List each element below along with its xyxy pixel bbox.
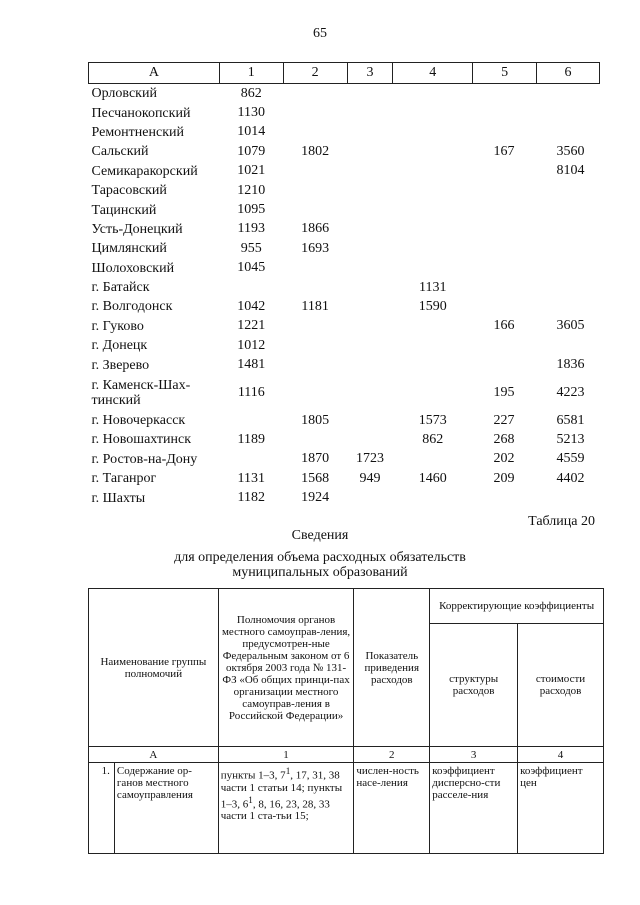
value-cell [283, 181, 347, 200]
value-cell [393, 220, 473, 239]
index-cell: 1 [218, 747, 354, 763]
value-cell: 1021 [237, 163, 266, 179]
value-cell: 195 [493, 384, 515, 400]
header-group-name: Наименование группы полномочий [89, 589, 219, 747]
value-cell [537, 103, 600, 122]
value-cell: 1802 [301, 143, 330, 159]
municipality-name: Семикаракорский [91, 163, 198, 179]
municipality-name: г. Новошахтинск [91, 432, 192, 448]
index-cell: 2 [354, 747, 430, 763]
value-cell [347, 317, 393, 336]
value-cell: 5213 [556, 431, 585, 447]
index-cell: 4 [518, 747, 604, 763]
value-cell [347, 430, 393, 449]
value-cell: 1568 [301, 470, 330, 486]
municipality-name: г. Зверево [91, 357, 150, 373]
header-coefficients: Корректирующие коэффициенты [430, 589, 604, 624]
row-number: 1. [89, 763, 115, 854]
table-row [89, 142, 600, 161]
municipality-name: г. Батайск [91, 280, 150, 296]
municipality-name: г. Гуково [91, 318, 144, 334]
table-row [89, 430, 600, 449]
value-cell [393, 239, 473, 258]
row-group-name: Содержание ор-ганов местного самоуправления [114, 763, 218, 854]
municipality-name: г. Донецк [91, 338, 148, 354]
value-cell: 4223 [556, 384, 585, 400]
value-cell: 1182 [237, 490, 266, 506]
value-cell [347, 278, 393, 297]
table-row [89, 103, 600, 122]
value-cell [537, 336, 600, 355]
header-cell: 3 [347, 63, 393, 84]
municipality-name: Тарасовский [91, 183, 167, 199]
table-row [89, 375, 600, 411]
value-cell [219, 278, 283, 297]
value-cell: 1924 [301, 490, 330, 506]
municipality-name: Шолоховский [91, 260, 175, 276]
value-cell [283, 84, 347, 104]
value-cell [393, 123, 473, 142]
value-cell [473, 336, 537, 355]
value-cell [283, 355, 347, 374]
value-cell: 1095 [237, 202, 266, 218]
value-cell [393, 84, 473, 104]
value-cell: 1012 [237, 337, 266, 353]
value-cell [347, 488, 393, 507]
value-cell: 1723 [355, 451, 384, 467]
value-cell: 268 [493, 431, 515, 447]
superscript: 1 [248, 794, 253, 805]
value-cell: 1221 [237, 318, 266, 334]
value-cell [347, 297, 393, 316]
value-cell: 166 [493, 318, 515, 334]
value-cell [347, 239, 393, 258]
table-number: Таблица 20 [528, 514, 595, 529]
value-cell [473, 162, 537, 181]
value-cell [393, 103, 473, 122]
table-row [89, 200, 600, 219]
value-cell [537, 123, 600, 142]
value-cell: 1045 [237, 260, 266, 276]
table-row [89, 355, 600, 374]
value-cell [393, 317, 473, 336]
value-cell: 1116 [237, 384, 265, 400]
value-cell: 1866 [301, 221, 330, 237]
value-cell: 167 [493, 143, 515, 159]
value-cell [347, 411, 393, 430]
value-cell [537, 220, 600, 239]
value-cell: 1460 [418, 470, 447, 486]
value-cell: 1573 [418, 412, 447, 428]
value-cell [473, 220, 537, 239]
value-cell: 1805 [301, 412, 330, 428]
table-row [89, 259, 600, 278]
header-cell: 1 [219, 63, 283, 84]
header-cell: 4 [393, 63, 473, 84]
powers-text: , 8, 16, 23, 28, 33 части 1 ста-тьи 15; [220, 798, 330, 823]
municipality-name: г. Таганрог [91, 471, 157, 487]
table-row [89, 239, 600, 258]
value-cell: 1131 [419, 279, 447, 295]
header-powers: Полномочия органов местного самоуправ-ления, предусмотрен-ные Федеральным законом от 6 октября 2003 года № 131-ФЗ «Об общих принци-пах организации местного самоуправ-ления в Российской Федерации» [218, 589, 354, 747]
value-cell: 1181 [301, 298, 329, 314]
table-row [89, 336, 600, 355]
header-cell: 2 [283, 63, 347, 84]
value-cell: 3605 [556, 318, 585, 334]
value-cell [283, 336, 347, 355]
value-cell: 4559 [556, 451, 585, 467]
value-cell: 1836 [556, 357, 585, 373]
table-row [89, 278, 600, 297]
header-cost: стоимости расходов [518, 624, 604, 747]
table-row [89, 411, 600, 430]
powers-text: , 17, 31, 38 части 1 статьи 14; пункты 1–3, 6 [220, 769, 343, 811]
value-cell [283, 317, 347, 336]
municipality-name: Орловский [91, 86, 157, 102]
row-cost: коэффициент цен [518, 763, 604, 854]
value-cell: 1079 [237, 143, 266, 159]
value-cell [473, 103, 537, 122]
value-cell: 1481 [237, 357, 266, 373]
value-cell [347, 375, 393, 411]
page-number: 65 [313, 26, 327, 41]
value-cell [537, 200, 600, 219]
value-cell [283, 375, 347, 411]
value-cell [347, 220, 393, 239]
municipality-name: Цимлянский [91, 241, 167, 257]
municipality-name: г. Волгодонск [91, 299, 173, 315]
value-cell: 1590 [418, 298, 447, 314]
municipality-name: г. Шахты [91, 490, 146, 506]
value-cell [347, 336, 393, 355]
value-cell: 209 [493, 470, 515, 486]
value-cell: 949 [359, 470, 381, 486]
table-row [89, 297, 600, 316]
table-row [89, 123, 600, 142]
table-row [89, 488, 600, 507]
value-cell [393, 200, 473, 219]
value-cell: 1042 [237, 298, 266, 314]
value-cell [347, 123, 393, 142]
value-cell [537, 297, 600, 316]
value-cell: 1130 [237, 105, 266, 121]
value-cell [283, 278, 347, 297]
value-cell [473, 259, 537, 278]
value-cell [347, 259, 393, 278]
value-cell [473, 84, 537, 104]
table-row [89, 469, 600, 488]
value-cell [393, 162, 473, 181]
superscript: 1 [285, 766, 291, 776]
value-cell [347, 200, 393, 219]
value-cell [393, 375, 473, 411]
value-cell: 6581 [556, 412, 585, 428]
table-row [89, 763, 604, 854]
value-cell: 4402 [556, 470, 585, 486]
value-cell: 862 [422, 431, 444, 447]
value-cell [537, 488, 600, 507]
municipality-name: Сальский [91, 144, 149, 160]
value-cell [537, 239, 600, 258]
value-cell [393, 450, 473, 469]
value-cell: 862 [240, 85, 262, 101]
value-cell [473, 200, 537, 219]
value-cell: 1693 [301, 240, 330, 256]
value-cell [283, 200, 347, 219]
header-structure: структуры расходов [430, 624, 518, 747]
table-header-row [89, 589, 604, 624]
value-cell [347, 84, 393, 104]
table-title: Сведения [291, 528, 349, 543]
value-cell: 202 [493, 451, 515, 467]
table-row [89, 162, 600, 181]
table-subtitle [0, 550, 640, 580]
value-cell [473, 123, 537, 142]
value-cell [283, 259, 347, 278]
value-cell: 1131 [237, 470, 266, 486]
value-cell: 1870 [301, 451, 330, 467]
index-cell: 3 [430, 747, 518, 763]
row-powers [218, 763, 354, 854]
value-cell [347, 162, 393, 181]
value-cell [473, 239, 537, 258]
municipality-name: г. Ростов-на-Дону [91, 451, 198, 467]
index-row [89, 747, 604, 763]
value-cell: 1014 [237, 124, 266, 140]
table-row [89, 450, 600, 469]
value-cell: 1210 [237, 182, 266, 198]
municipal-values-table [88, 62, 600, 508]
value-cell [393, 355, 473, 374]
index-cell: А [89, 747, 219, 763]
header-cell: 6 [537, 63, 600, 84]
value-cell [347, 355, 393, 374]
value-cell [283, 430, 347, 449]
table-row [89, 220, 600, 239]
municipality-name: г. Новочеркасск [91, 413, 186, 429]
value-cell [283, 123, 347, 142]
value-cell [537, 278, 600, 297]
value-cell: 1193 [237, 221, 266, 237]
table-header-row [89, 63, 600, 84]
value-cell: 955 [240, 240, 262, 256]
value-cell: 1189 [237, 431, 266, 447]
header-cell: 5 [473, 63, 537, 84]
value-cell [393, 142, 473, 161]
header-cell: А [89, 63, 220, 84]
value-cell [537, 84, 600, 104]
value-cell [537, 259, 600, 278]
row-indicator: числен-ность насе-ления [354, 763, 430, 854]
value-cell [393, 181, 473, 200]
obligations-table [88, 588, 604, 854]
value-cell [473, 181, 537, 200]
table-row [89, 181, 600, 200]
row-structure: коэффициент дисперсно-сти расселе-ния [430, 763, 518, 854]
table-row [89, 84, 600, 104]
municipality-name: Ремонтненский [91, 124, 184, 140]
subtitle-line: для определения объема расходных обязательств [174, 550, 466, 565]
value-cell [473, 278, 537, 297]
value-cell [473, 488, 537, 507]
value-cell [473, 355, 537, 374]
value-cell [219, 411, 283, 430]
value-cell: 227 [493, 412, 515, 428]
municipality-name: г. Каменск-Шах-тинский [91, 377, 191, 408]
value-cell [393, 488, 473, 507]
municipality-name: Усть-Донецкий [91, 221, 183, 237]
value-cell [283, 103, 347, 122]
header-indicator: Показатель приведения расходов [354, 589, 430, 747]
value-cell: 8104 [556, 163, 585, 179]
value-cell [283, 162, 347, 181]
value-cell [219, 450, 283, 469]
value-cell [347, 142, 393, 161]
subtitle-line: муниципальных образований [232, 565, 408, 580]
municipality-name: Тацинский [91, 202, 157, 218]
powers-text: пункты 1–3, 7 [220, 769, 286, 782]
value-cell [347, 181, 393, 200]
table-row [89, 317, 600, 336]
value-cell [347, 103, 393, 122]
value-cell: 3560 [556, 143, 585, 159]
value-cell [473, 297, 537, 316]
value-cell [393, 336, 473, 355]
municipality-name: Песчанокопский [91, 105, 191, 121]
value-cell [537, 181, 600, 200]
value-cell [393, 259, 473, 278]
